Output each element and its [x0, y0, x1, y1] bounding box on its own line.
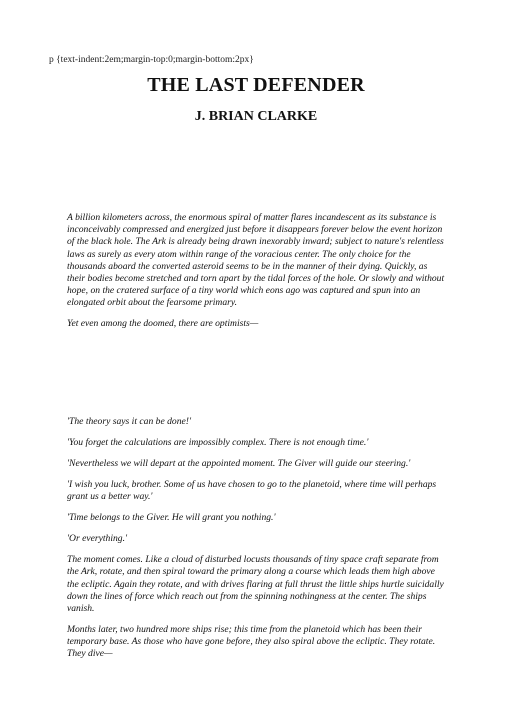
story-author: J. BRIAN CLARKE — [194, 109, 318, 124]
dialogue-section — [67, 416, 447, 669]
intro-section — [67, 212, 447, 338]
dialogue-line: 'Nevertheless we will depart at the appointed moment. The Giver will guide our steering.' — [67, 458, 411, 469]
stray-css-text: p {text-indent:2em;margin-top:0;margin-bottom:2px} — [49, 55, 254, 65]
story-title: THE LAST DEFENDER — [147, 74, 365, 96]
narrative-paragraph: Months later, two hundred more ships rise; this time from the planetoid which has been their temporary base. As those who have gone before, they also spiral above the ecliptic. They rotate. They dive— — [67, 624, 436, 660]
dialogue-line: 'Or everything.' — [67, 533, 128, 545]
dialogue-line: 'You forget the calculations are impossibly complex. There is not enough time.' — [67, 437, 369, 448]
intro-paragraph: A billion kilometers across, the enormous spiral of matter flares incandescent as its substance is inconceivably compressed and energized just before it disappears forever below the event horizon of the black hole. The Ark is already being drawn inexorably inward; subject to nature's relentless laws as surely as every atom within range of the voracious center. The only choice for the thousands aboard the converted asteroid seems to be in the manner of their dying. Quickly, as their bodies become stretched and torn apart by the tidal forces of the hole. Or slowly and without hope, on the cratered surface of a tiny world which eons ago was captured and spun into an elongated orbit about the fearsome primary. — [67, 212, 445, 309]
dialogue-line: 'The theory says it can be done!' — [67, 416, 191, 427]
intro-paragraph: Yet even among the doomed, there are optimists— — [67, 317, 259, 329]
narrative-paragraph: The moment comes. Like a cloud of disturbed locusts thousands of tiny space craft separate from the Ark, rotate, and then spiral toward the primary along a course which leads them high above the ecliptic. Again they rotate, and with drives flaring at full thrust the little ships hurtle suicidally down the lines of force which reach out from the spinning nothingness at the center. The ships vanish. — [67, 554, 444, 615]
dialogue-line: 'I wish you luck, brother. Some of us have chosen to go to the planetoid, where time will perhaps grant us a better way.' — [67, 479, 437, 503]
dialogue-line: 'Time belongs to the Giver. He will grant you nothing.' — [67, 512, 276, 524]
